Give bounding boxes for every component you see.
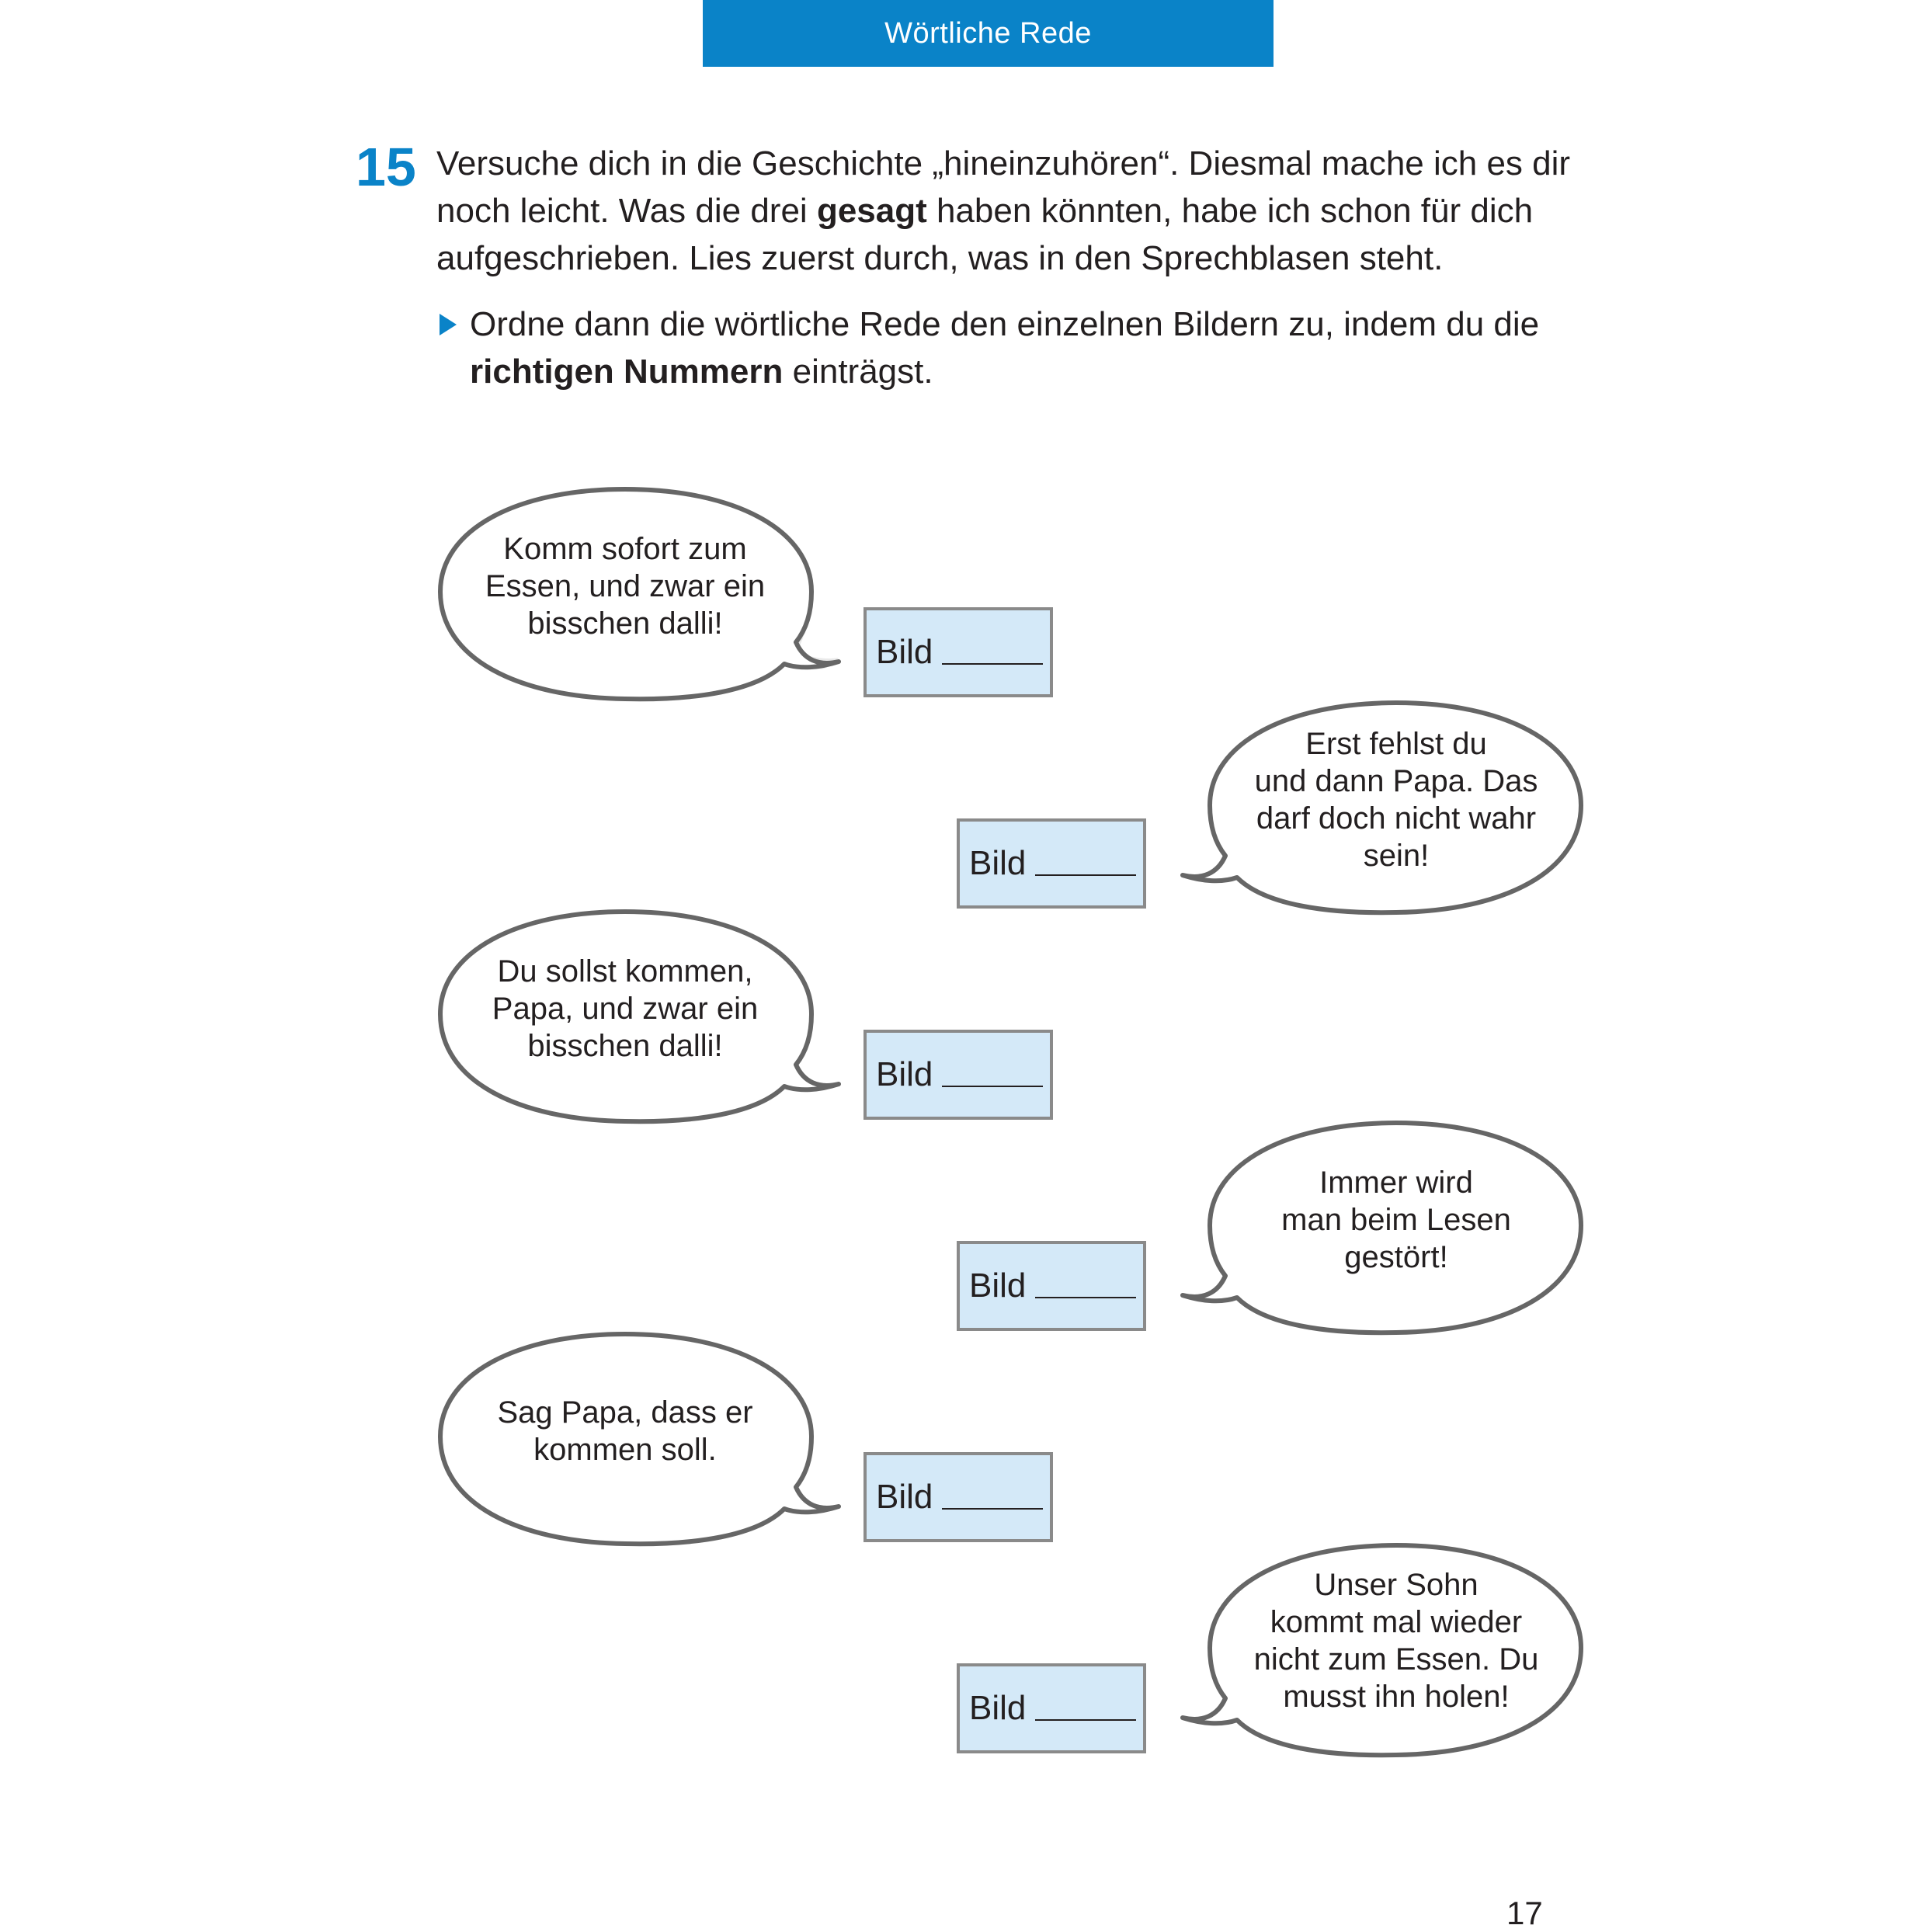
speech-bubble bbox=[431, 483, 843, 708]
speech-bubble-text: Erst fehlst du und dann Papa. Das darf doch nicht wahr sein! bbox=[1254, 727, 1538, 873]
sub-instruction-bold: richtigen Nummern bbox=[470, 353, 784, 391]
sub-instruction-text-2: einträgst. bbox=[783, 353, 933, 391]
answer-box[interactable] bbox=[863, 1452, 1053, 1542]
answer-blank[interactable] bbox=[942, 1508, 1043, 1510]
answer-blank[interactable] bbox=[1035, 1297, 1136, 1298]
bullet-arrow-icon bbox=[440, 314, 457, 335]
speech-bubble-text: Immer wird man beim Lesen gestört! bbox=[1281, 1165, 1511, 1274]
answer-box[interactable] bbox=[957, 1241, 1146, 1331]
speech-bubble bbox=[431, 905, 843, 1131]
answer-blank[interactable] bbox=[942, 1086, 1043, 1087]
sub-instruction bbox=[470, 301, 1588, 395]
speech-bubble bbox=[1179, 1117, 1590, 1342]
speech-bubble bbox=[431, 1328, 843, 1553]
answer-label: Bild bbox=[876, 1055, 933, 1093]
instruction-bold: gesagt bbox=[816, 192, 927, 230]
speech-bubble-text: Sag Papa, dass er kommen soll. bbox=[497, 1395, 753, 1467]
answer-blank[interactable] bbox=[1035, 1719, 1136, 1721]
task-instruction bbox=[436, 140, 1586, 282]
instruction-text-2: haben könnten, habe ich schon für dich aufgeschrieben. Lies zuerst durch, was in den Sprechblasen steht. bbox=[436, 192, 1534, 277]
speech-bubble-text: Du sollst kommen, Papa, und zwar ein bisschen dalli! bbox=[492, 954, 759, 1063]
sub-instruction-text-1: Ordne dann die wörtliche Rede den einzelnen Bildern zu, indem du die bbox=[470, 305, 1540, 343]
answer-box[interactable] bbox=[863, 607, 1053, 697]
chapter-title: Wörtliche Rede bbox=[884, 16, 1092, 50]
answer-box[interactable] bbox=[957, 1663, 1146, 1753]
page-number: 17 bbox=[1506, 1895, 1543, 1931]
instruction-text-1: Versuche dich in die Geschichte „hineinzuhören“. Diesmal mache ich es dir noch leicht. Was die drei bbox=[436, 144, 1571, 230]
answer-label: Bild bbox=[876, 1478, 933, 1516]
speech-bubble-text: Komm sofort zum Essen, und zwar ein bisschen dalli! bbox=[485, 531, 766, 641]
answer-label: Bild bbox=[969, 1689, 1027, 1727]
answer-label: Bild bbox=[876, 633, 933, 671]
speech-bubble-text: Unser Sohn kommt mal wieder nicht zum Essen. Du musst ihn holen! bbox=[1253, 1568, 1539, 1714]
chapter-header bbox=[703, 0, 1274, 67]
task-number: 15 bbox=[356, 137, 416, 197]
answer-label: Bild bbox=[969, 1267, 1027, 1305]
answer-label: Bild bbox=[969, 844, 1027, 882]
answer-box[interactable] bbox=[863, 1030, 1053, 1120]
answer-blank[interactable] bbox=[1035, 874, 1136, 876]
answer-box[interactable] bbox=[957, 818, 1146, 909]
speech-bubble bbox=[1179, 1539, 1590, 1764]
speech-bubble bbox=[1179, 697, 1590, 922]
answer-blank[interactable] bbox=[942, 663, 1043, 665]
